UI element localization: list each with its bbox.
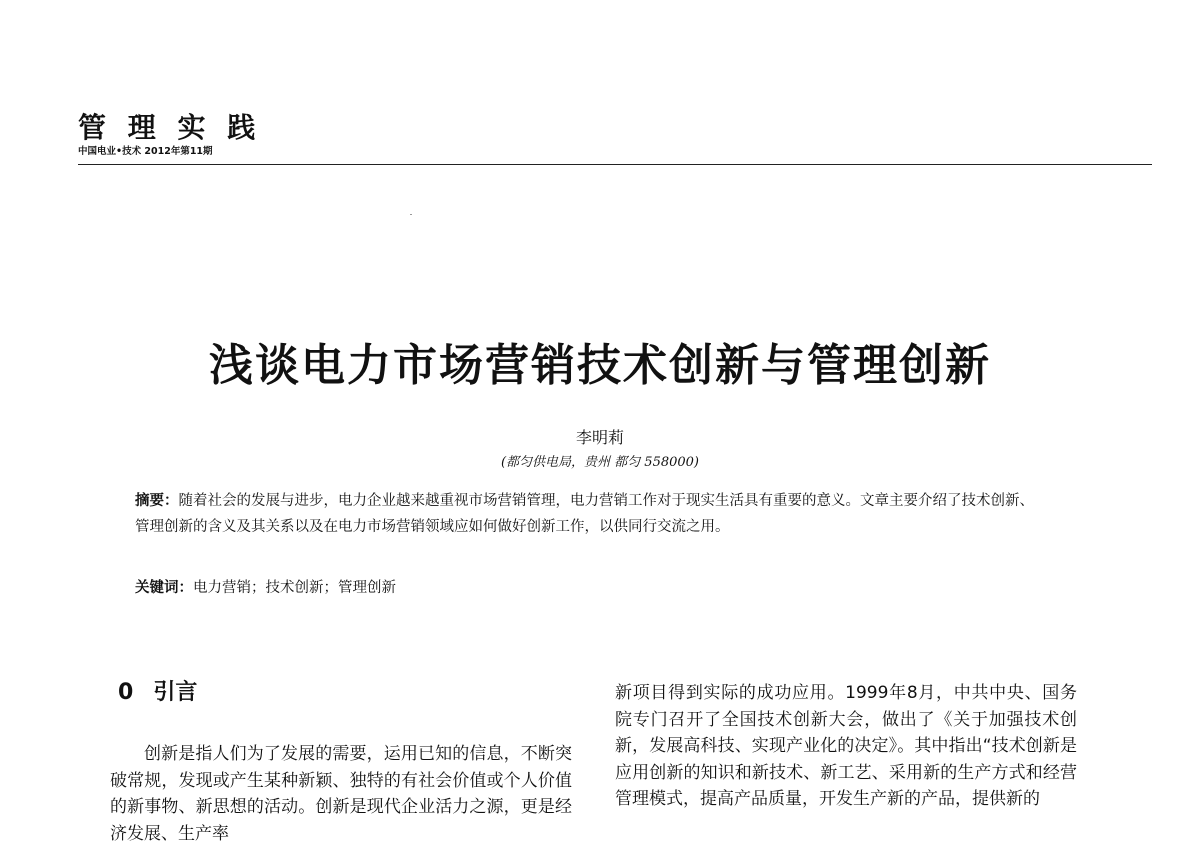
body-paragraph: 新项目得到实际的成功应用。1999年8月，中共中央、国务院专门召开了全国技术创新大会，做出了《关于加强技术创新，发展高科技、实现产业化的决定》。其中指出“技术创新是应用创新的知识和新技术、新工艺、采用新的生产方式和经营管理模式，提高产品质量，开发生产新的产品，提供新的 <box>615 683 1077 809</box>
author-name: 李明莉 <box>575 428 624 447</box>
article-title: 浅谈电力市场营销技术创新与管理创新 <box>209 340 991 391</box>
keywords-text: 电力营销；技术创新；管理创新 <box>193 580 396 596</box>
page-header <box>78 112 261 158</box>
section-heading-title: 引言 <box>153 680 198 705</box>
abstract-text: 随着社会的发展与进步，电力企业越来越重视市场营销管理，电力营销工作对于现实生活具有重要的意义。文章主要介绍了技术创新、管理创新的含义及其关系以及在电力市场营销领域应如何做好创新工作，以供同行交流之用。 <box>135 493 1034 535</box>
author-affiliation: (都匀供电局，贵州 都匀 558000) <box>500 455 700 470</box>
body-paragraph: 创新是指人们为了发展的需要，运用已知的信息，不断突破常规，发现或产生某种新颖、独特的有社会价值或个人价值的新事物、新思想的活动。创新是现代企业活力之源，更是经济发展、生产率 <box>110 744 572 844</box>
section-title: 管 理 实 践 <box>78 111 262 144</box>
journal-info: 中国电业•技术 2012年第11期 <box>78 146 213 157</box>
section-number: 0 <box>118 680 134 705</box>
keywords-label: 关键词： <box>135 580 193 596</box>
keywords <box>135 575 1035 601</box>
scan-speck <box>410 214 412 215</box>
header-rule <box>78 164 1152 165</box>
body-column-left <box>110 741 572 847</box>
abstract <box>135 488 1035 540</box>
section-heading-introduction <box>118 678 197 708</box>
body-column-right <box>615 680 1077 813</box>
abstract-label: 摘要： <box>135 493 179 509</box>
